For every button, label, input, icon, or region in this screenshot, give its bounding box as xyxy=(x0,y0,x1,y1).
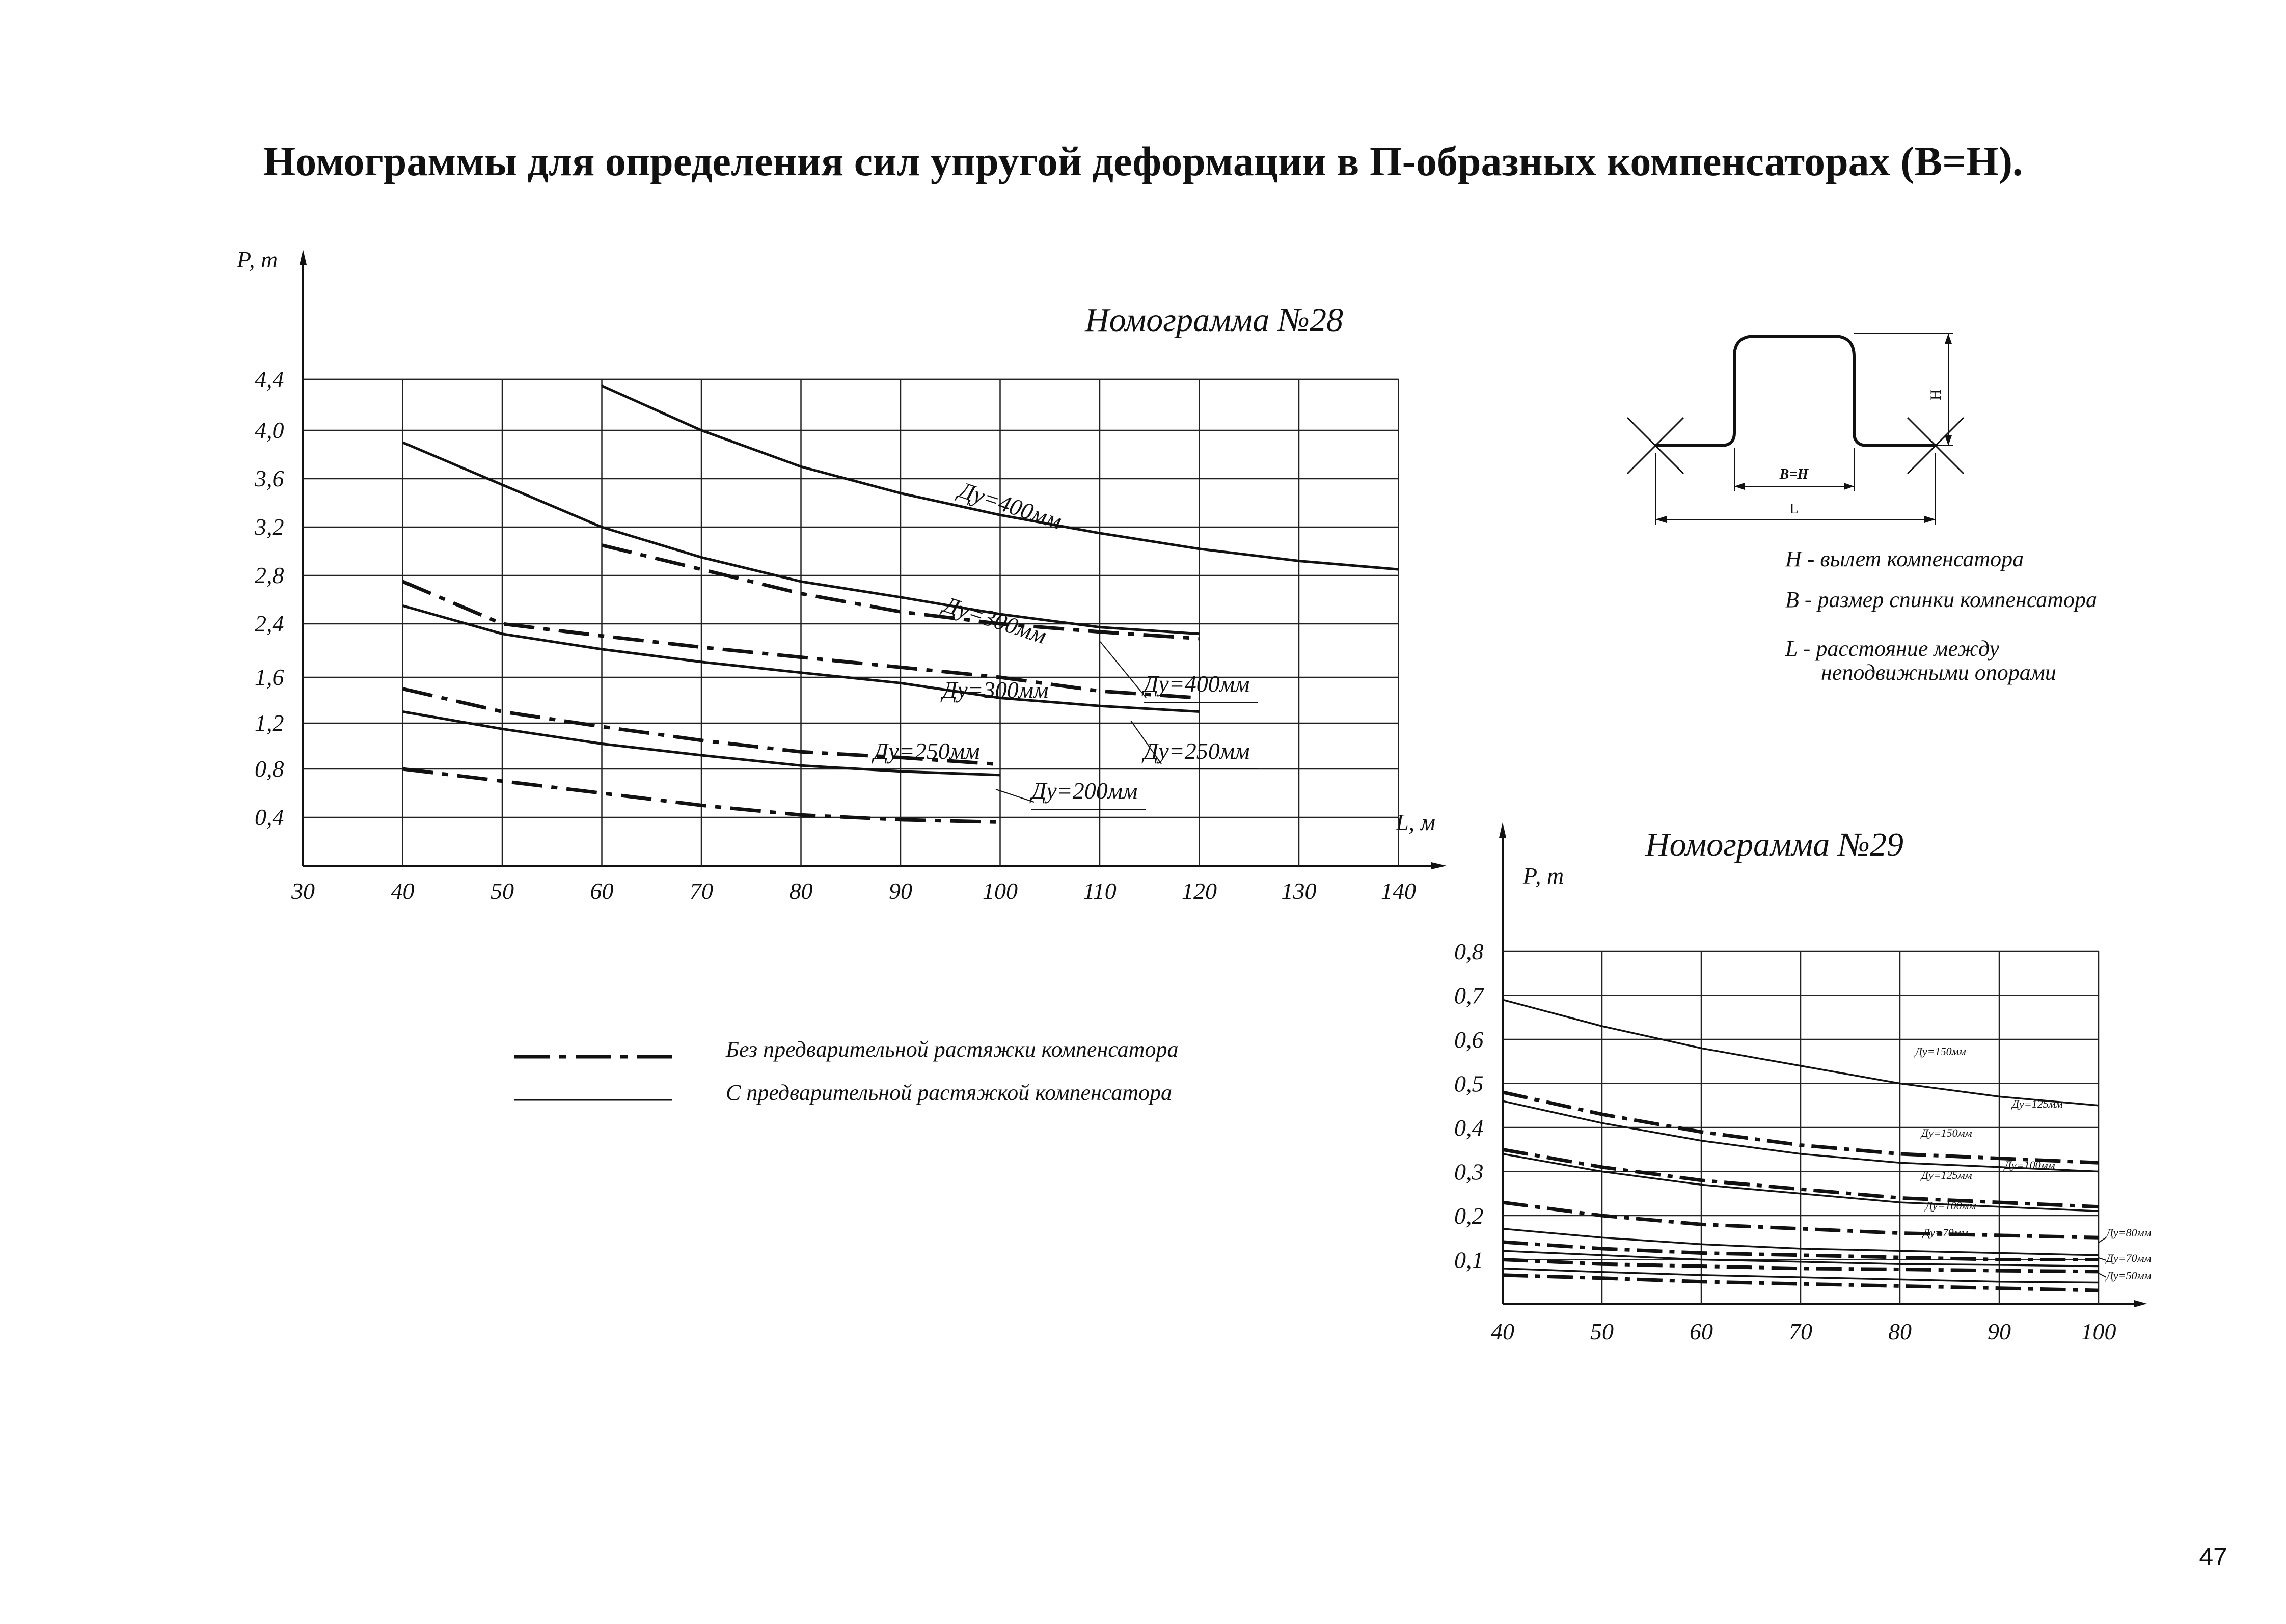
nomogram-28-xtick: 50 xyxy=(491,878,514,904)
nomogram-28-ytick: 4,0 xyxy=(255,417,284,443)
nomogram-28-x-arrow xyxy=(1431,862,1447,869)
l-dim-label: L xyxy=(1789,501,1799,517)
nomogram-28-xtick: 30 xyxy=(291,878,315,904)
nomogram-28-xtick: 40 xyxy=(391,878,415,904)
nomogram-29-xtick: 100 xyxy=(2081,1318,2116,1344)
nomogram-29-xtick: 50 xyxy=(1590,1318,1614,1344)
nomogram-29-x-arrow xyxy=(2134,1300,2147,1307)
nomogram-29-ytick: 0,1 xyxy=(1454,1247,1484,1273)
schema-note-l2: неподвижными опорами xyxy=(1821,660,2056,685)
nomogram-28-xtick: 120 xyxy=(1182,878,1217,904)
nomogram-29-curve-label: Ду=125мм xyxy=(1921,1169,1972,1181)
nomogram-28-ytick: 2,4 xyxy=(255,611,284,637)
legend-dashdot-label: Без предварительной растяжки компенсатора xyxy=(726,1037,1179,1062)
nomogram-28-xtick: 130 xyxy=(1281,878,1317,904)
nomogram-29-curve-label: Ду=70мм xyxy=(1923,1226,1968,1239)
nomogram-29-curve-label: Ду=150мм xyxy=(1921,1126,1972,1139)
nomogram-28-ytick: 1,2 xyxy=(255,710,284,736)
page-title: Номограммы для определения сил упругой деформации в П-образных компенсаторах (В=Н). xyxy=(263,138,2023,184)
nomogram-28-curve-label: Ду=200мм xyxy=(1031,778,1138,804)
nomogram-29-ytick: 0,7 xyxy=(1454,982,1484,1009)
nomogram-28-xtick: 100 xyxy=(983,878,1018,904)
nomogram-29-ytick: 0,8 xyxy=(1454,939,1484,965)
nomogram-29-curve-label: Ду=70мм xyxy=(2106,1252,2152,1264)
schema-note-h: Н - вылет компенсатора xyxy=(1785,546,2024,571)
nomogram-29-title: Номограмма №29 xyxy=(1645,826,1903,863)
nomogram-29-ylabel: Р, т xyxy=(1523,863,1564,889)
nomogram-28 xyxy=(236,246,1447,904)
nomogram-29-ytick: 0,4 xyxy=(1454,1115,1484,1141)
nomogram-28-ytick: 1,6 xyxy=(255,664,284,690)
compensator-schema xyxy=(1627,334,2097,685)
nomogram-28-xtick: 80 xyxy=(789,878,813,904)
nomogram-29 xyxy=(1454,822,2152,1344)
nomogram-28-xtick: 60 xyxy=(590,878,614,904)
nomogram-28-ytick: 4,4 xyxy=(255,366,284,392)
nomogram-28-curve-label: Ду=400мм xyxy=(956,477,1065,534)
nomogram-29-curve-label: Ду=125мм xyxy=(2012,1097,2063,1110)
nomogram-28-y-arrow xyxy=(300,250,307,265)
nomogram-28-xtick: 140 xyxy=(1381,878,1416,904)
nomogram-29-ytick: 0,2 xyxy=(1454,1203,1484,1229)
nomogram-28-xtick: 90 xyxy=(889,878,912,904)
nomogram-29-xtick: 40 xyxy=(1491,1318,1514,1344)
bh-dim-label: В=Н xyxy=(1779,466,1809,482)
nomogram-28-curve-label: Ду=250мм xyxy=(874,738,980,764)
nomogram-29-y-arrow xyxy=(1499,822,1506,838)
nomogram-29-ytick: 0,3 xyxy=(1454,1159,1484,1185)
nomogram-28-curve-label: Ду=300мм xyxy=(942,677,1049,703)
nomogram-28-xtick: 110 xyxy=(1083,878,1117,904)
nomogram-29-ytick: 0,5 xyxy=(1454,1070,1484,1097)
nomogram-29-xtick: 60 xyxy=(1690,1318,1713,1344)
nomogram-29-ytick: 0,6 xyxy=(1454,1027,1484,1053)
page-number: 47 xyxy=(2199,1543,2227,1571)
nomogram-28-curve-label: Ду=300мм xyxy=(940,591,1050,649)
nomogram-28-ytick: 3,2 xyxy=(255,514,284,540)
nomogram-28-ytick: 0,8 xyxy=(255,756,284,782)
compensator-pipe xyxy=(1655,336,1936,446)
legend-solid-label: С предварительной растяжкой компенсатора xyxy=(726,1080,1173,1105)
nomogram-29-curve-label: Ду=150мм xyxy=(1915,1045,1966,1058)
nomogram-28-xlabel: L, м xyxy=(1396,809,1435,835)
nomogram-29-curve-label: Ду=80мм xyxy=(2106,1226,2152,1239)
nomogram-28-title: Номограмма №28 xyxy=(1085,301,1343,339)
nomogram-29-xtick: 90 xyxy=(1988,1318,2011,1344)
legend xyxy=(514,1037,1178,1105)
nomogram-28-ytick: 0,4 xyxy=(255,804,284,830)
nomogram-28-ytick: 3,6 xyxy=(255,465,284,491)
nomogram-29-curve-label: Ду=50мм xyxy=(2106,1269,2152,1282)
nomogram-28-ytick: 2,8 xyxy=(255,562,284,588)
schema-note-l: L - расстояние между xyxy=(1785,636,2000,661)
nomogram-29-curve-label: Ду=100мм xyxy=(1925,1199,1976,1212)
nomogram-28-ylabel: Р, т xyxy=(237,246,278,272)
nomogram-28-curve-label: Ду=250мм xyxy=(1144,738,1250,764)
nomogram-28-curve-label: Ду=400мм xyxy=(1144,671,1250,697)
h-dim-label: Н xyxy=(1927,389,1944,400)
nomogram-29-xtick: 70 xyxy=(1789,1318,1812,1344)
nomogram-29-xtick: 80 xyxy=(1888,1318,1912,1344)
nomogram-28-xtick: 70 xyxy=(690,878,713,904)
nomogram-29-curve-label: Ду=100мм xyxy=(2004,1159,2055,1171)
schema-note-b: В - размер спинки компенсатора xyxy=(1785,587,2097,612)
